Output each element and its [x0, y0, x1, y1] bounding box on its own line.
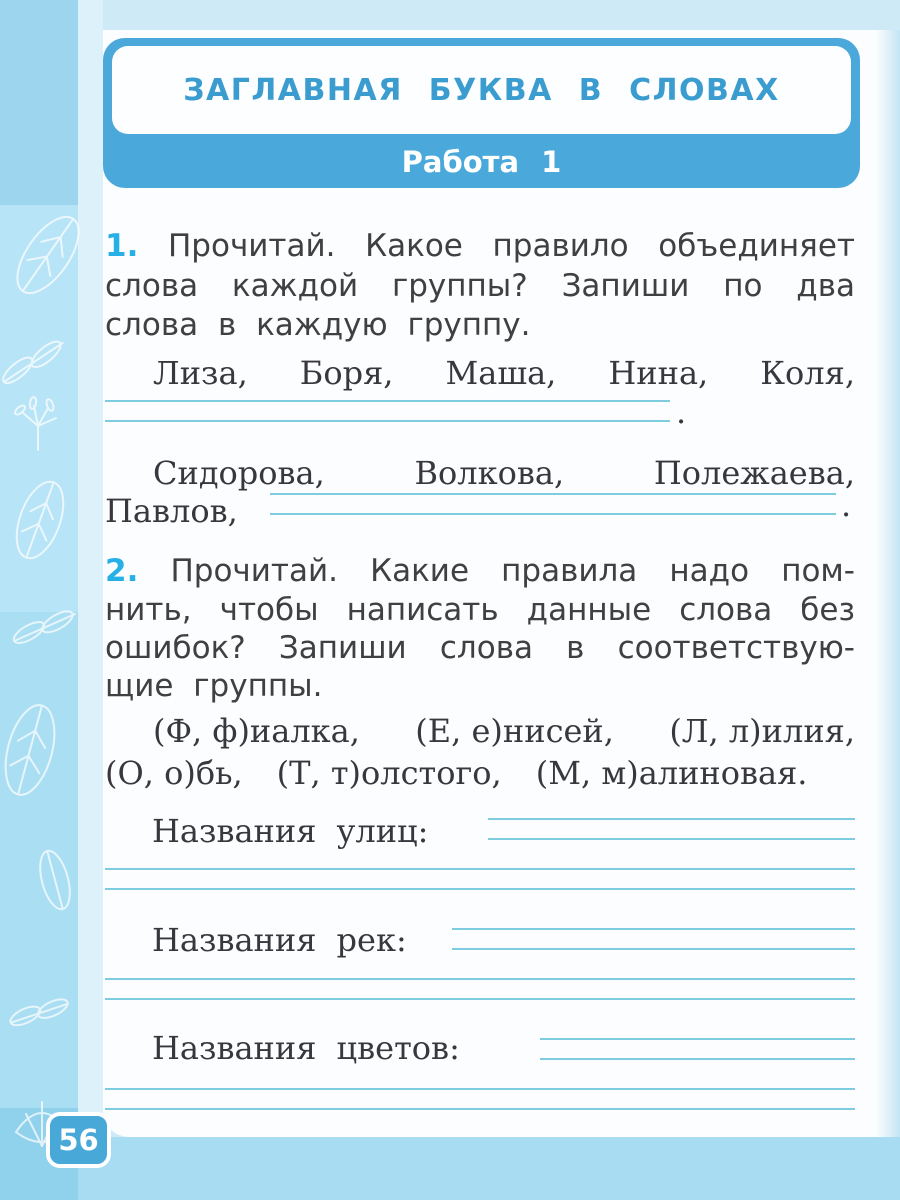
- answer-line-group2[interactable]: [270, 493, 836, 515]
- left-strip-block-lower: [0, 612, 78, 1108]
- bottom-band: [78, 1137, 900, 1200]
- exercise2-instruction-line2: нить, чтобы написать данные слова без: [105, 592, 855, 628]
- exercise2-instruction-line3: ошибок? Запиши слова в соответствую-: [105, 630, 855, 666]
- exercise2-instruction-line4: щие группы.: [105, 668, 323, 704]
- category-label-streets: Названия улиц:: [152, 812, 429, 850]
- answer-line-streets-1[interactable]: [488, 818, 855, 840]
- section-title-box: [112, 46, 851, 134]
- group2-period: .: [841, 486, 852, 524]
- answer-line-group1[interactable]: [105, 400, 670, 422]
- exercise1-group1-words: Лиза, Боря, Маша, Нина, Коля,: [153, 354, 855, 392]
- answer-line-rivers-1[interactable]: [452, 928, 855, 950]
- section-header: [103, 38, 860, 188]
- exercise1-group2-words: Сидорова, Волкова, Полежаева,: [153, 454, 855, 492]
- exercise2-words-line2: (О, о)бь, (Т, т)олстого, (М, м)алиновая.: [105, 754, 808, 792]
- exercise2-instruction-line1: 2. Прочитай. Какие правила надо пом-: [105, 553, 855, 589]
- answer-line-rivers-2[interactable]: [105, 978, 855, 1000]
- answer-line-streets-2[interactable]: [105, 868, 855, 890]
- exercise1-instruction-line3: слова в каждую группу.: [105, 307, 531, 343]
- exercise1-instruction-line2: слова каждой группы? Запиши по два: [105, 268, 855, 304]
- exercise1-group2-word-pavlov: Павлов,: [105, 492, 238, 530]
- category-label-rivers: Названия рек:: [152, 921, 407, 959]
- answer-line-flowers-1[interactable]: [540, 1038, 855, 1060]
- left-light-strip: [78, 0, 103, 1137]
- answer-line-flowers-2[interactable]: [105, 1088, 855, 1110]
- page-number-badge: [46, 1112, 111, 1168]
- page-number: 56: [58, 1123, 99, 1157]
- left-strip-block-top: [0, 0, 78, 205]
- category-label-flowers: Названия цветов:: [152, 1029, 460, 1067]
- exercise2-words-line1: (Ф, ф)иалка, (Е, е)нисей, (Л, л)илия,: [153, 712, 855, 750]
- exercise1-instruction-line1: 1. Прочитай. Какое правило объединяет: [105, 228, 855, 264]
- section-title: ЗАГЛАВНАЯ БУКВА В СЛОВАХ: [183, 72, 780, 108]
- left-strip-block-mid: [0, 205, 78, 612]
- worksheet-label: Работа 1: [401, 145, 562, 179]
- group1-period: .: [676, 393, 687, 431]
